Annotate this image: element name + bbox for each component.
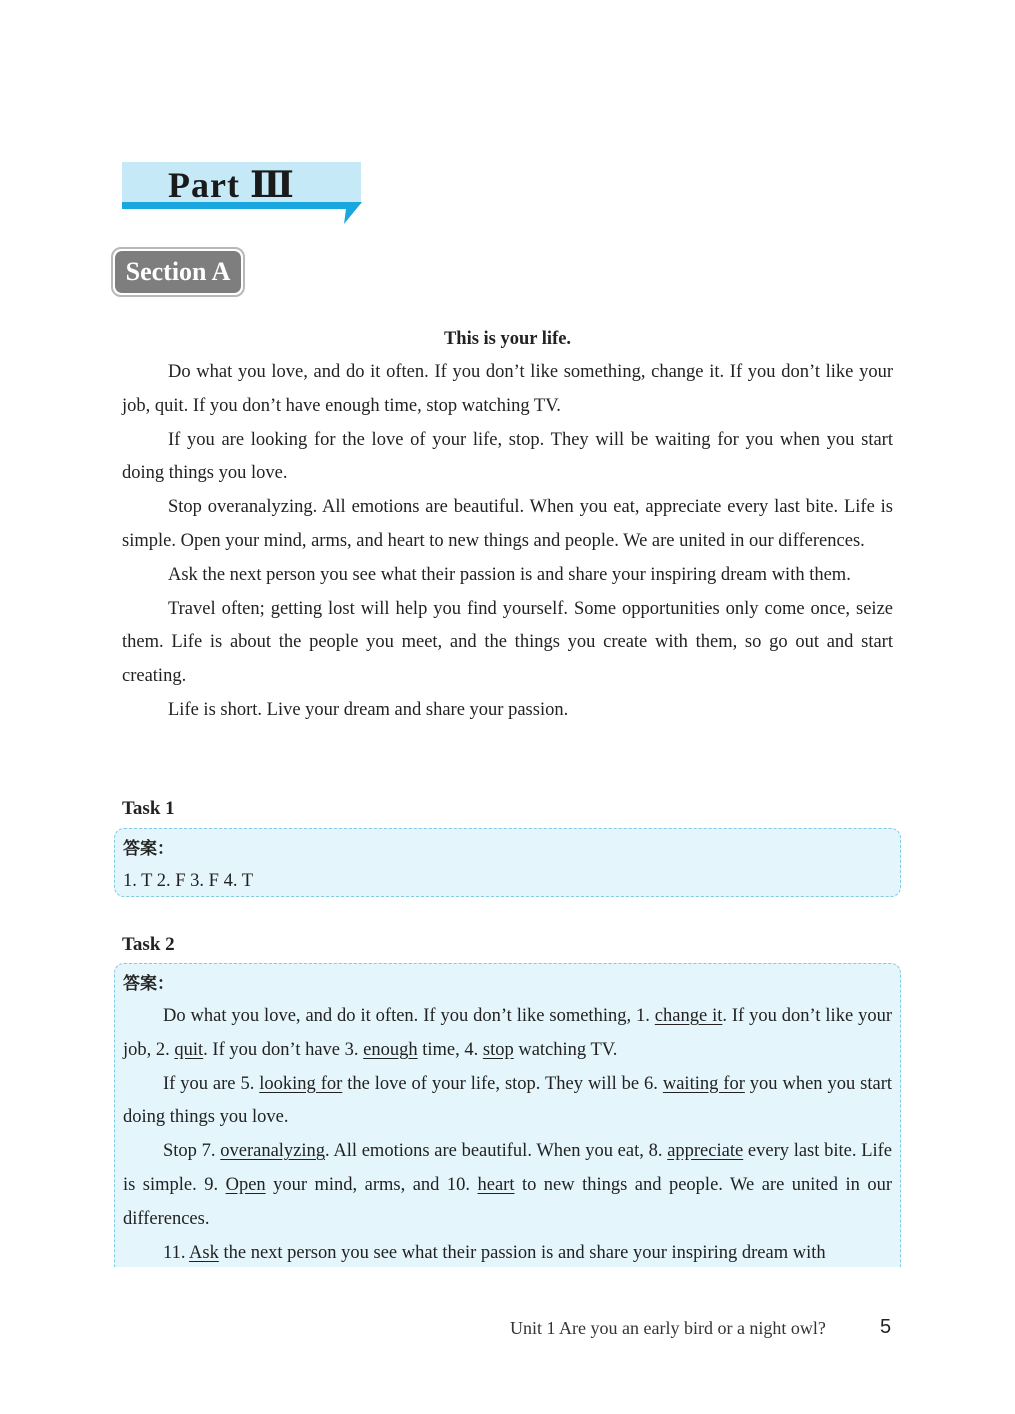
task2-paragraph-3 bbox=[123, 1135, 892, 1236]
answer-blank: overanalyzing bbox=[220, 1141, 326, 1162]
text: 11. bbox=[163, 1242, 190, 1263]
reading-paragraph: If you are looking for the love of your life, stop. They will be waiting for you when you start doing things you love. bbox=[122, 429, 893, 484]
text: . All emotions are beautiful. When you eat, 8. bbox=[325, 1141, 668, 1162]
answer-blank: Ask bbox=[189, 1242, 219, 1263]
answer-blank: Open bbox=[225, 1174, 266, 1195]
reading-paragraph: Travel often; getting lost will help you find yourself. Some opportunities only come once, seize them. Life is about the people you meet, and the things you create with them, so go out and start creating. bbox=[122, 598, 893, 687]
answer-blank: appreciate bbox=[667, 1141, 744, 1162]
reading-paragraph: Stop overanalyzing. All emotions are beautiful. When you eat, appreciate every last bite. Life is simple. Open your mind, arms, and heart to new things and people. We are united in our differences. bbox=[122, 497, 893, 551]
text: If you are 5. bbox=[163, 1073, 260, 1094]
task2-paragraph-2 bbox=[123, 1068, 892, 1136]
reading-paragraph: Do what you love, and do it often. If you don’t like something, change it. If you don’t like your job, quit. If you don’t have enough time, stop watching TV. bbox=[122, 362, 893, 416]
task1-answer-box bbox=[114, 828, 901, 897]
text: you when you start doing things you love. bbox=[123, 1073, 893, 1128]
task2-answer-label: 答案： bbox=[123, 974, 174, 994]
task2-paragraph-1 bbox=[123, 1000, 892, 1068]
text: watching TV. bbox=[513, 1039, 618, 1060]
section-badge bbox=[111, 247, 245, 297]
text: Do what you love, and do it often. If you don’t like something, 1. bbox=[163, 1006, 655, 1026]
answer-blank: enough bbox=[363, 1039, 418, 1060]
reading-paragraph: Ask the next person you see what their passion is and share your inspiring dream with them. bbox=[168, 564, 851, 585]
answer-blank: heart bbox=[477, 1174, 515, 1195]
text: . If you don’t like your job, 2. bbox=[123, 1006, 892, 1060]
answer-blank: quit bbox=[174, 1039, 204, 1060]
text: Stop 7. bbox=[163, 1141, 221, 1162]
reading-passage bbox=[122, 322, 893, 728]
section-label: Section A bbox=[115, 251, 241, 293]
text: time, 4. bbox=[417, 1039, 483, 1060]
footer-unit-title: Unit 1 Are you an early bird or a night owl? bbox=[510, 1318, 826, 1338]
page-number: 5 bbox=[880, 1316, 892, 1338]
part-banner bbox=[122, 162, 362, 222]
answer-blank: looking for bbox=[259, 1073, 343, 1094]
answer-blank: change it bbox=[654, 1006, 723, 1026]
text: your mind, arms, and 10. bbox=[265, 1174, 478, 1195]
text: the next person you see what their passion is and share your inspiring dream with bbox=[218, 1242, 826, 1263]
text: . If you don’t have 3. bbox=[203, 1039, 364, 1060]
answer-blank: stop bbox=[482, 1039, 514, 1060]
reading-title: This is your life. bbox=[443, 329, 572, 349]
part-title: Part Ⅲ bbox=[168, 165, 295, 205]
text: every last bite. Life is simple. 9. bbox=[123, 1141, 893, 1195]
text: the love of your life, stop. They will be 6. bbox=[342, 1073, 663, 1094]
reading-paragraph: Life is short. Live your dream and share your passion. bbox=[168, 699, 569, 720]
task2-paragraph-4 bbox=[123, 1237, 892, 1267]
answer-blank: waiting for bbox=[662, 1073, 745, 1094]
task1-label: Task 1 bbox=[122, 798, 175, 819]
task1-answer-label: 答案： bbox=[123, 839, 174, 859]
task1-answers: 1. T 2. F 3. F 4. T bbox=[123, 871, 254, 891]
text: to new things and people. We are united in our differences. bbox=[123, 1174, 892, 1229]
task2-label: Task 2 bbox=[122, 934, 175, 955]
task2-answer-box bbox=[114, 963, 901, 1267]
